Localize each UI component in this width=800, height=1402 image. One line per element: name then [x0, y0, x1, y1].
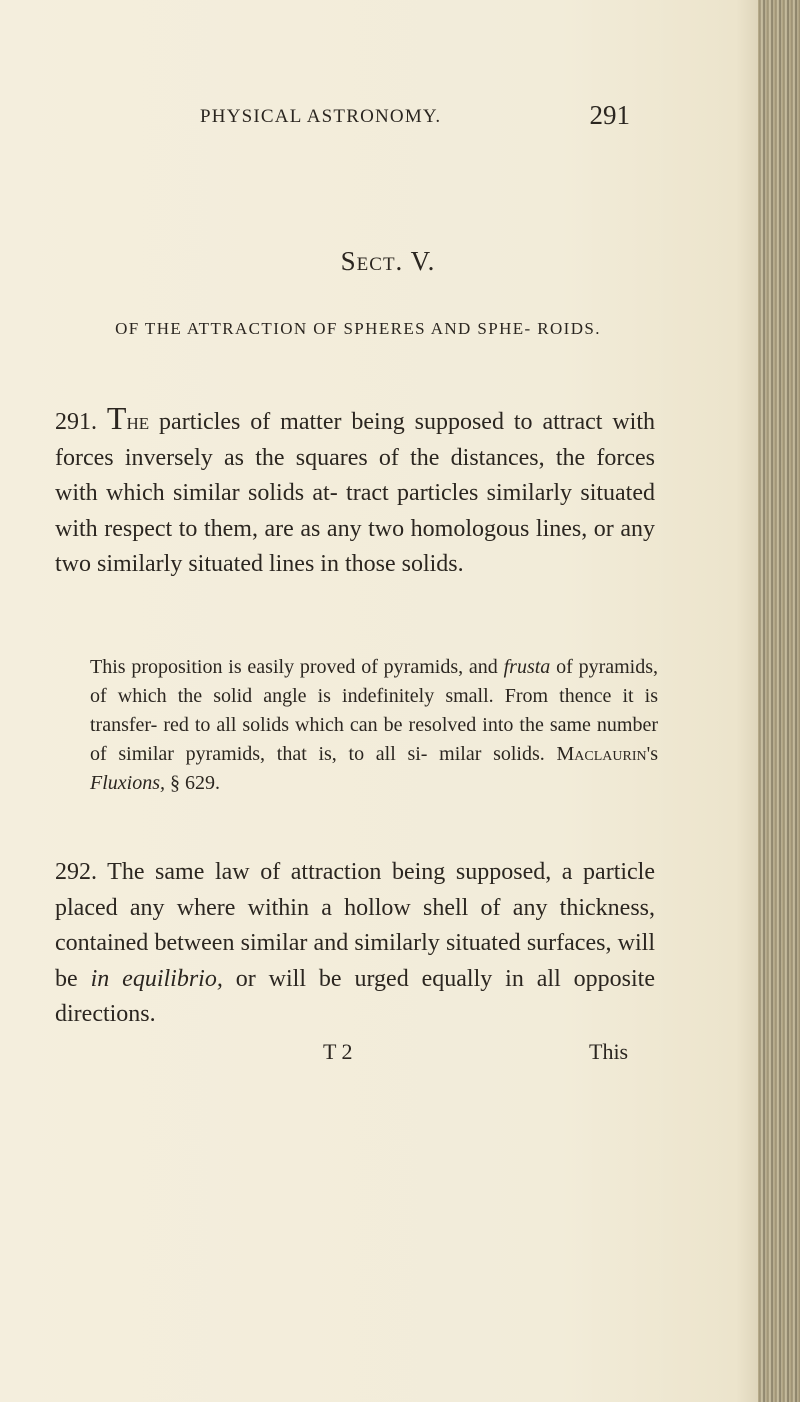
note-italic-term: frusta	[503, 656, 551, 678]
possessive: 's	[646, 743, 658, 765]
catchword: This	[589, 1039, 629, 1064]
note-paragraph	[90, 653, 658, 798]
paragraph-number: 291.	[55, 409, 97, 435]
italic-phrase: in equilibrio,	[90, 965, 223, 992]
author-name: Maclaurin	[556, 743, 647, 765]
paragraph-text: particles of matter being supposed to attract with forces inversely as the squares of the distances, the forces with which similar solids at- tract particles similarly situated with respect to them, are as any two homologous lines, or any two similarly situated lines in those solids.	[55, 409, 656, 577]
drop-cap: T	[106, 400, 127, 436]
running-head	[200, 100, 630, 136]
page-number: 291	[589, 100, 630, 130]
page-footer	[0, 1039, 800, 1071]
small-caps-word: he	[126, 409, 150, 435]
paragraph-number: 292.	[55, 859, 97, 885]
paragraph-text: The same law of attraction being supposed, a particle placed any where within a hollow shell of any thickness, contained between similar and similarly situated surfaces, will be	[55, 859, 655, 992]
paragraph-292	[55, 855, 655, 1033]
section-heading: Sect. V.	[340, 246, 436, 276]
page-edge	[758, 0, 800, 1402]
work-title: Fluxions,	[90, 772, 165, 794]
section-subheading: OF THE ATTRACTION OF SPHERES AND SPHE- ROIDS.	[115, 319, 601, 338]
paragraph-text: or will be urged equally in all opposite directions.	[55, 965, 655, 1027]
reference: § 629.	[165, 772, 220, 794]
paragraph-291	[55, 401, 655, 583]
note-text: of pyramids, of which the solid angle is indefinitely small. From thence it is transfer- red to all solids which can be resolved into the same number of similar pyramids, that is, to all si- milar solids.	[90, 656, 658, 765]
signature-mark: T 2	[323, 1039, 353, 1064]
note-text: This proposition is easily proved of pyramids, and	[90, 656, 504, 678]
running-head-title: PHYSICAL ASTRONOMY.	[200, 106, 442, 127]
